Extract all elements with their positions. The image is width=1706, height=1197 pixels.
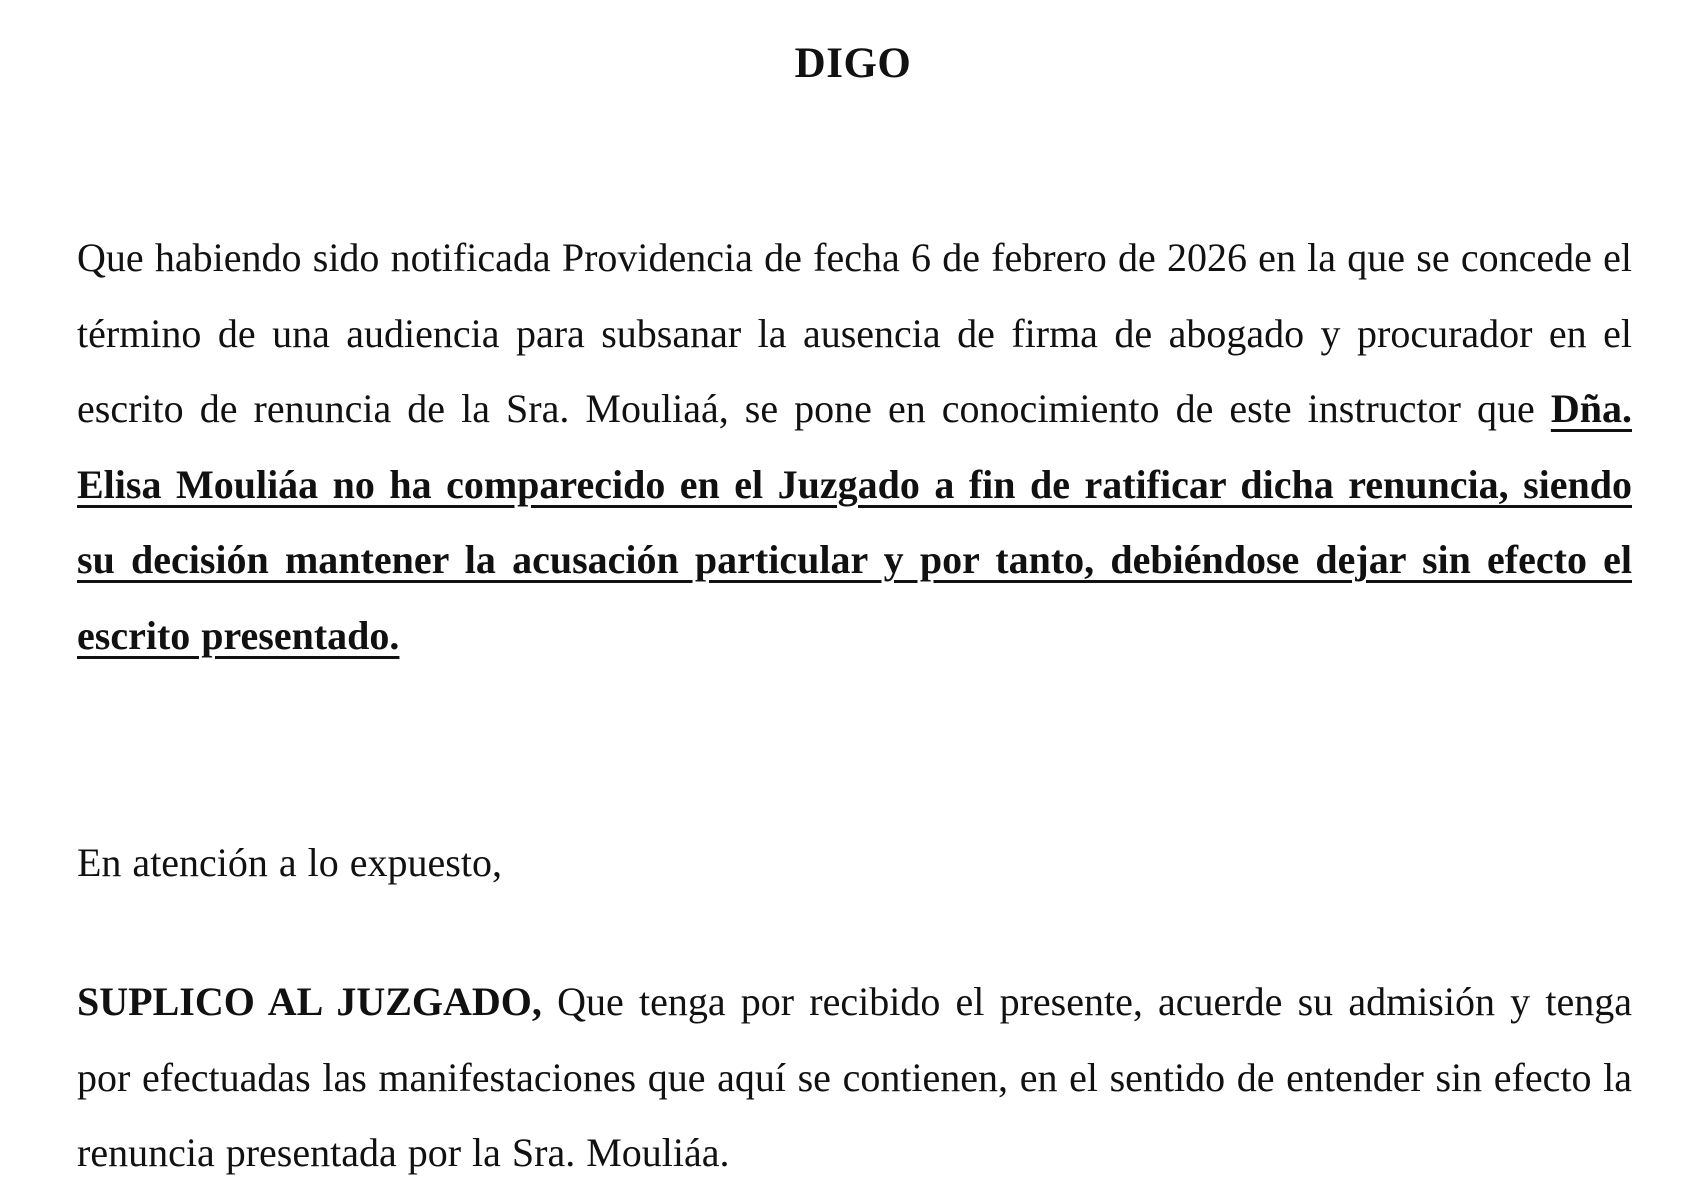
suplico-lead: SUPLICO AL JUZGADO,: [77, 979, 542, 1024]
paragraph-suplico: [77, 964, 1632, 1191]
paragraph-notification-intro: Que habiendo sido notificada Providencia de fecha 6 de febrero de 2026 en la que se concede el término de una audiencia para subsanar la ausencia de firma de abogado y procurador en el escrito de renuncia de la Sra. Mouliaá, se pone en conocimiento de este instructor que: [77, 235, 1632, 431]
paragraph-notification-emphasis: Dña. Elisa Mouliáa no ha comparecido en el Juzgado a fin de ratificar dicha renuncia, siendo su decisión mantener la acusación particular y por tanto, debiéndose dejar sin efecto el escrito presentado.: [77, 386, 1632, 658]
paragraph-en-atencion: En atención a lo expuesto,: [77, 840, 502, 885]
paragraph-notification: [77, 220, 1632, 673]
document-heading: DIGO: [794, 40, 912, 87]
suplico-body: Que tenga por recibido el presente, acuerde su admisión y tenga por efectuadas las manifestaciones que aquí se contienen, en el sentido de entender sin efecto la renuncia presentada por la Sra. Mouliáa.: [77, 979, 1632, 1175]
